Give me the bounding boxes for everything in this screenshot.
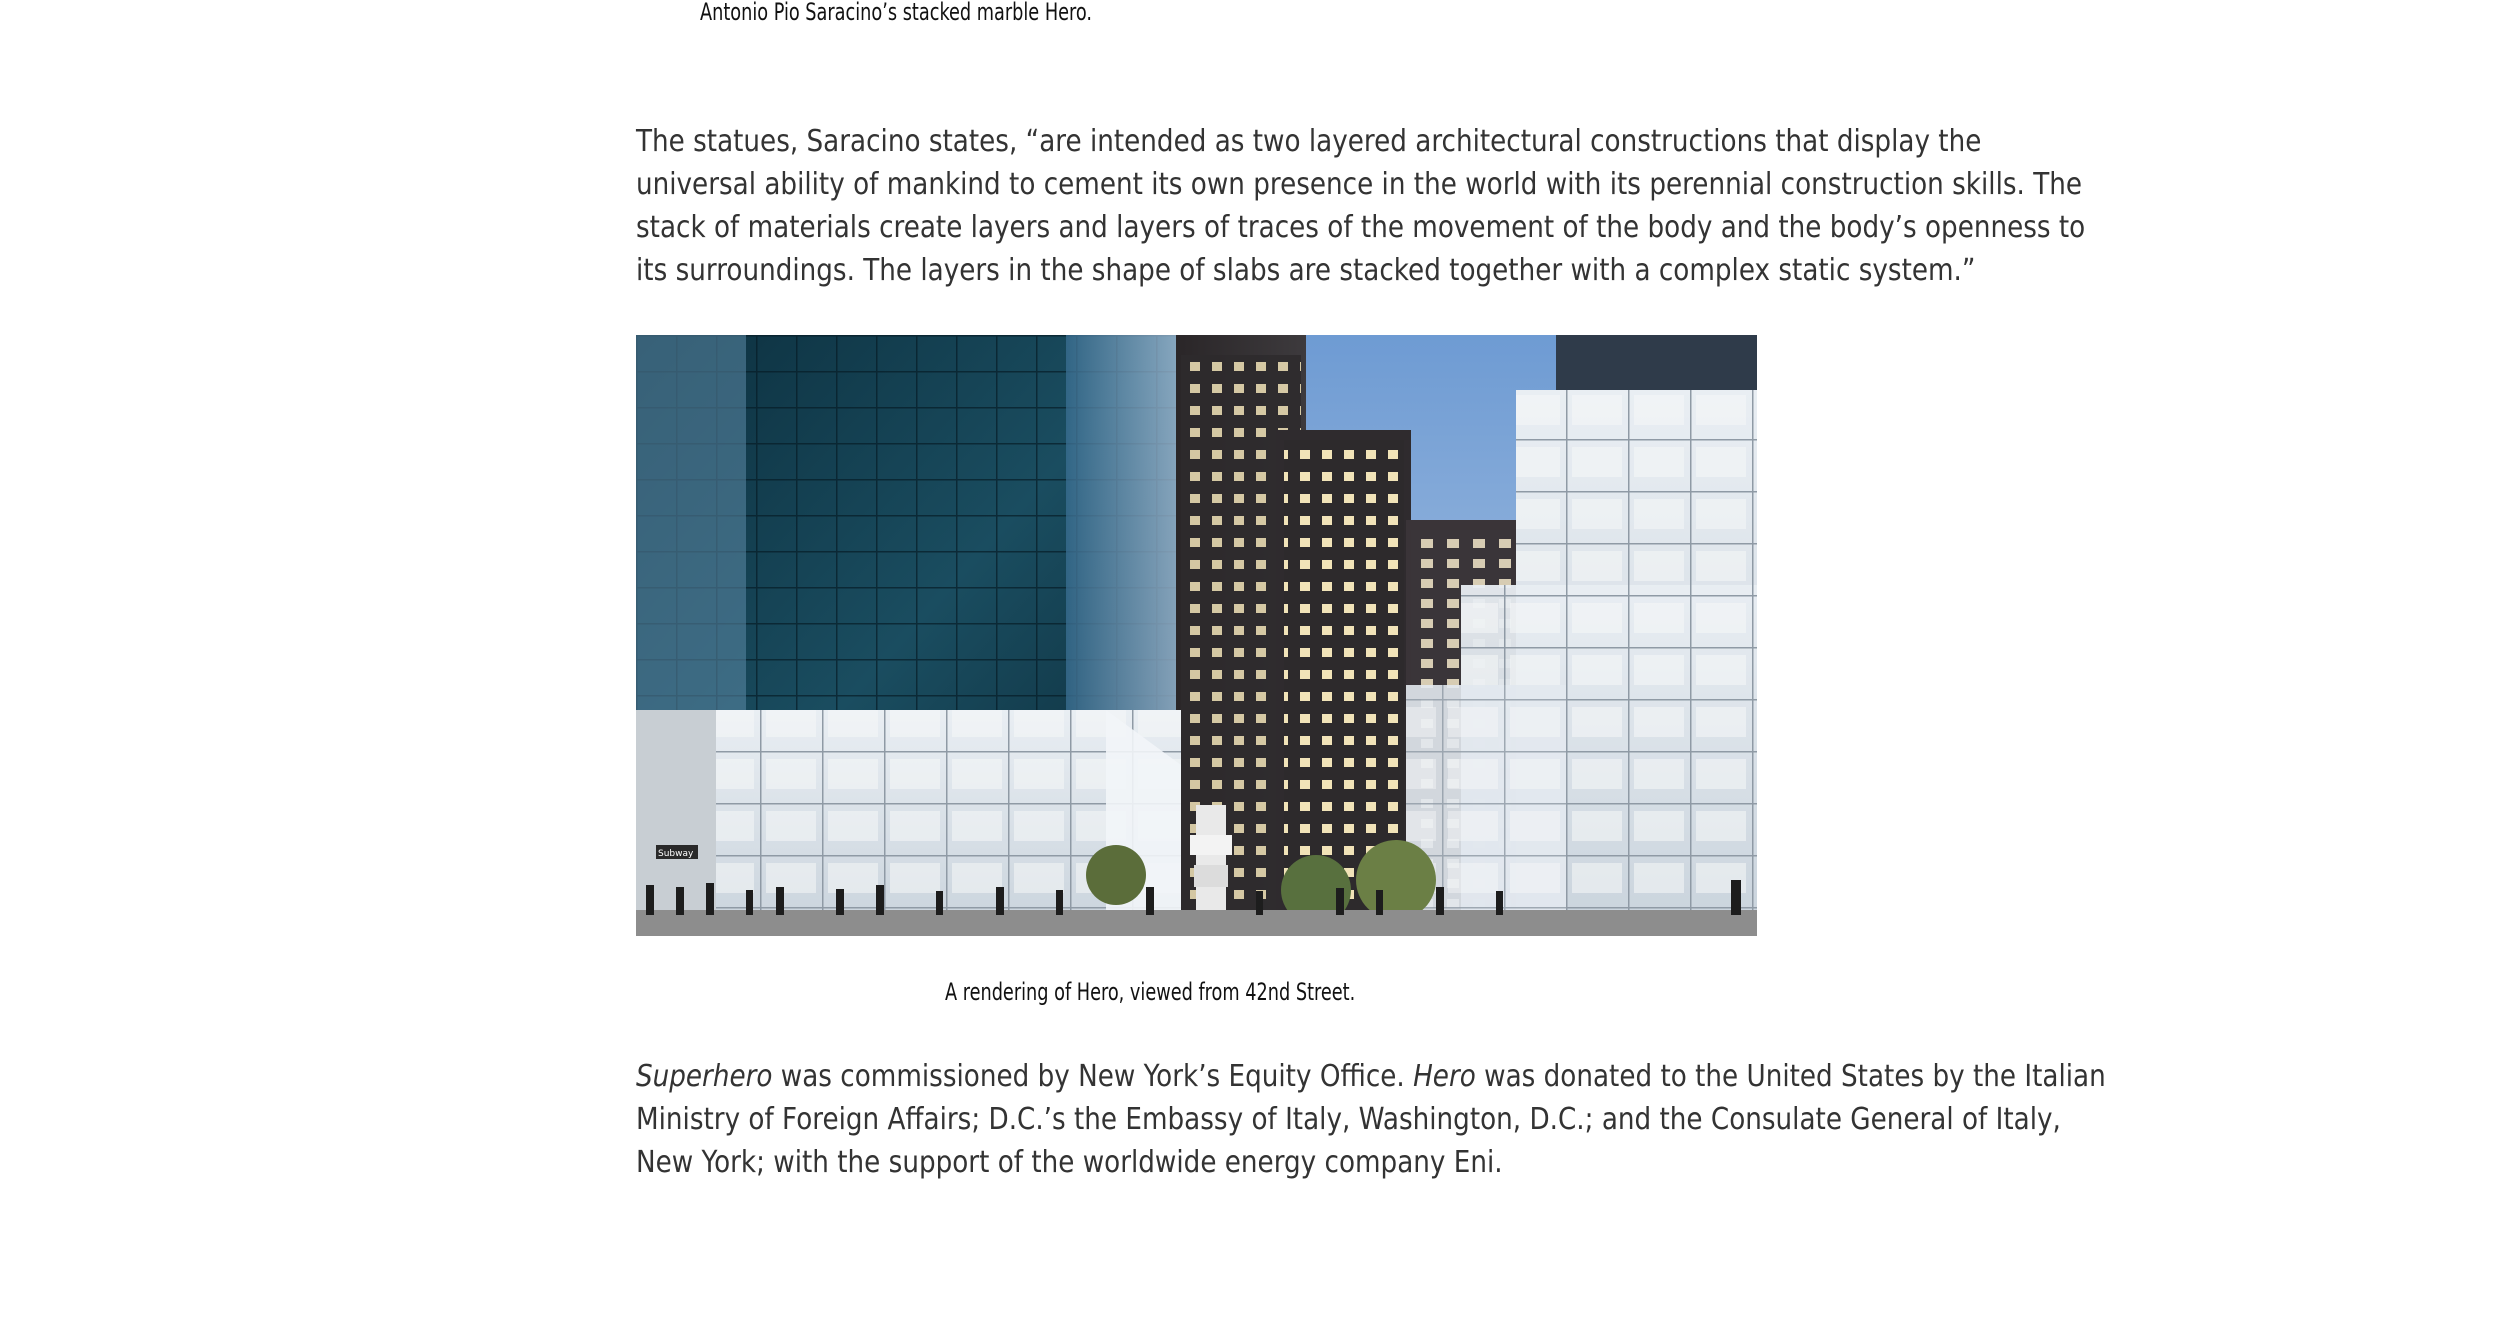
hero-title: Hero [1413,1059,1476,1094]
hero-rendering-image [636,335,1757,936]
commission-paragraph [636,1055,2115,1184]
subway-sign-text: Subway [658,849,694,859]
paragraph-2-text-2: was donated to the United States by the Italian Ministry of Foreign Affairs; D.C.’s the Embassy of Italy, Washington, D.C.; and the Consulate General of Italy, New York; with the support of the worldwide energy company Eni. [636,1059,2106,1180]
image-caption: A rendering of Hero, viewed from 42nd Street. [945,978,1356,1006]
quote-paragraph: The statues, Saracino states, “are intended as two layered architectural constructions that display the universal ability of mankind to cement its own presence in the world with its perennial construction skills. The stack of materials create layers and layers of traces of the movement of the body and the body’s openness to its surroundings. The layers in the shape of slabs are stacked together with a complex static system.” [636,124,2086,288]
paragraph-2-text-1: was commissioned by New York’s Equity Office. [772,1059,1414,1094]
top-image-caption: Antonio Pio Saracino’s stacked marble Hero. [700,0,1092,26]
superhero-title: Superhero [636,1059,773,1094]
